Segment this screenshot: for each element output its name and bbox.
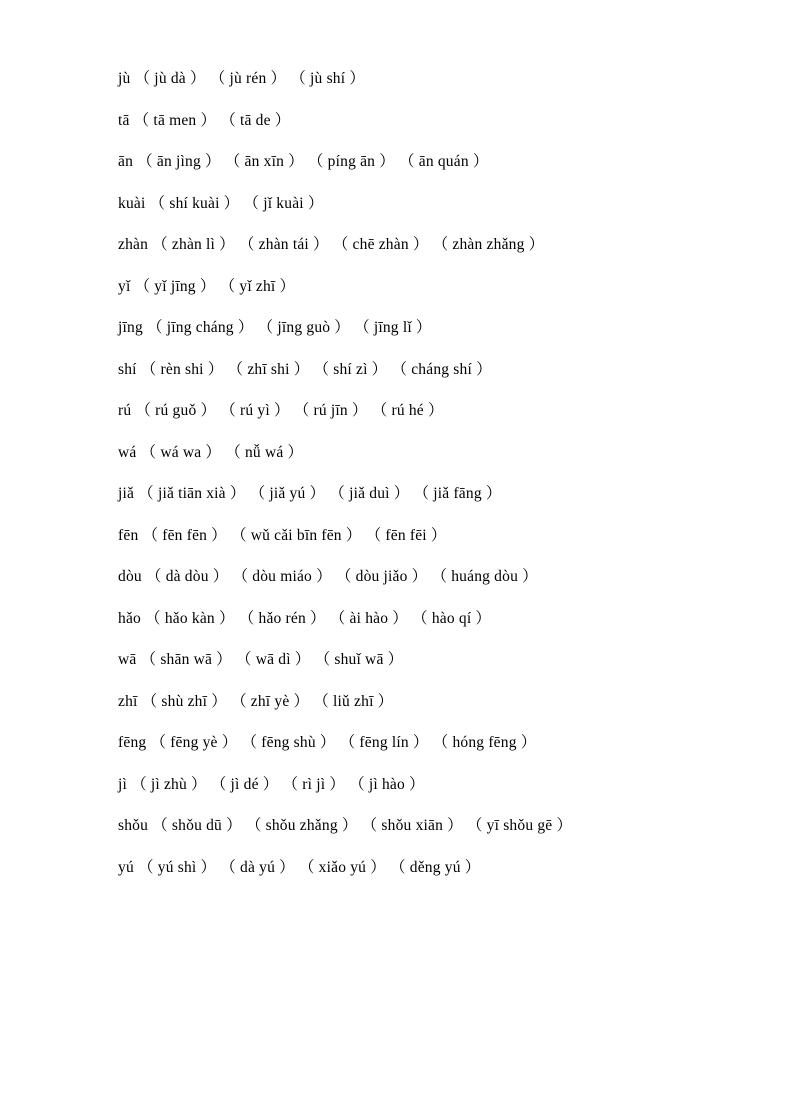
text-line: jīng （ jīng cháng ） （ jīng guò ） （ jīng lǐ ） [118,319,432,336]
text-line: zhī （ shù zhī ） （ zhī yè ） （ liǔ zhī ） [118,692,394,710]
text-line: tā （ tā men ） （ tā de ） [118,111,291,129]
text-line: jiǎ （ jiǎ tiān xià ） （ jiǎ yú ） （ jiǎ duì ） （ jiǎ fāng ） [118,485,502,502]
text-line: shǒu （ shǒu dū ） （ shǒu zhǎng ） （ shǒu xiān ） （ yī shǒu gē ） [118,817,573,834]
text-line: yǐ （ yǐ jīng ） （ yǐ zhī ） [118,277,296,295]
text-line: fēng （ fēng yè ） （ fēng shù ） （ fēng lín ） （ hóng fēng ） [118,734,537,751]
text-line: zhàn （ zhàn lì ） （ zhàn tái ） （ chē zhàn ） （ zhàn zhǎng ） [118,236,545,253]
text-line: wá （ wá wa ） （ nǚ wá ） [118,443,304,461]
text-line: fēn （ fēn fēn ） （ wǔ cǎi bīn fēn ） （ fēn fēi ） [118,526,447,544]
text-line: dòu （ dà dòu ） （ dòu miáo ） （ dòu jiǎo ） （ huáng dòu ） [118,568,538,585]
document-body [118,58,682,888]
text-line: wā （ shān wā ） （ wā dì ） （ shuǐ wā ） [118,651,404,668]
text-line: shí （ rèn shi ） （ zhī shi ） （ shí zì ） （ cháng shí ） [118,360,492,378]
text-line: kuài （ shí kuài ） （ jǐ kuài ） [118,194,324,212]
text-line: ān （ ān jìng ） （ ān xīn ） （ píng ān ） （ ān quán ） [118,153,489,170]
text-line: hǎo （ hǎo kàn ） （ hǎo rén ） （ ài hào ） （ hào qí ） [118,609,492,627]
text-line: rú （ rú guǒ ） （ rú yì ） （ rú jīn ） （ rú hé ） [118,402,444,419]
text-line: jù （ jù dà ） （ jù rén ） （ jù shí ） [118,70,366,87]
text-line: jì （ jì zhù ） （ jì dé ） （ rì jì ） （ jì hào ） [118,775,425,793]
text-line: yú （ yú shì ） （ dà yú ） （ xiǎo yú ） （ děng yú ） [118,858,481,876]
